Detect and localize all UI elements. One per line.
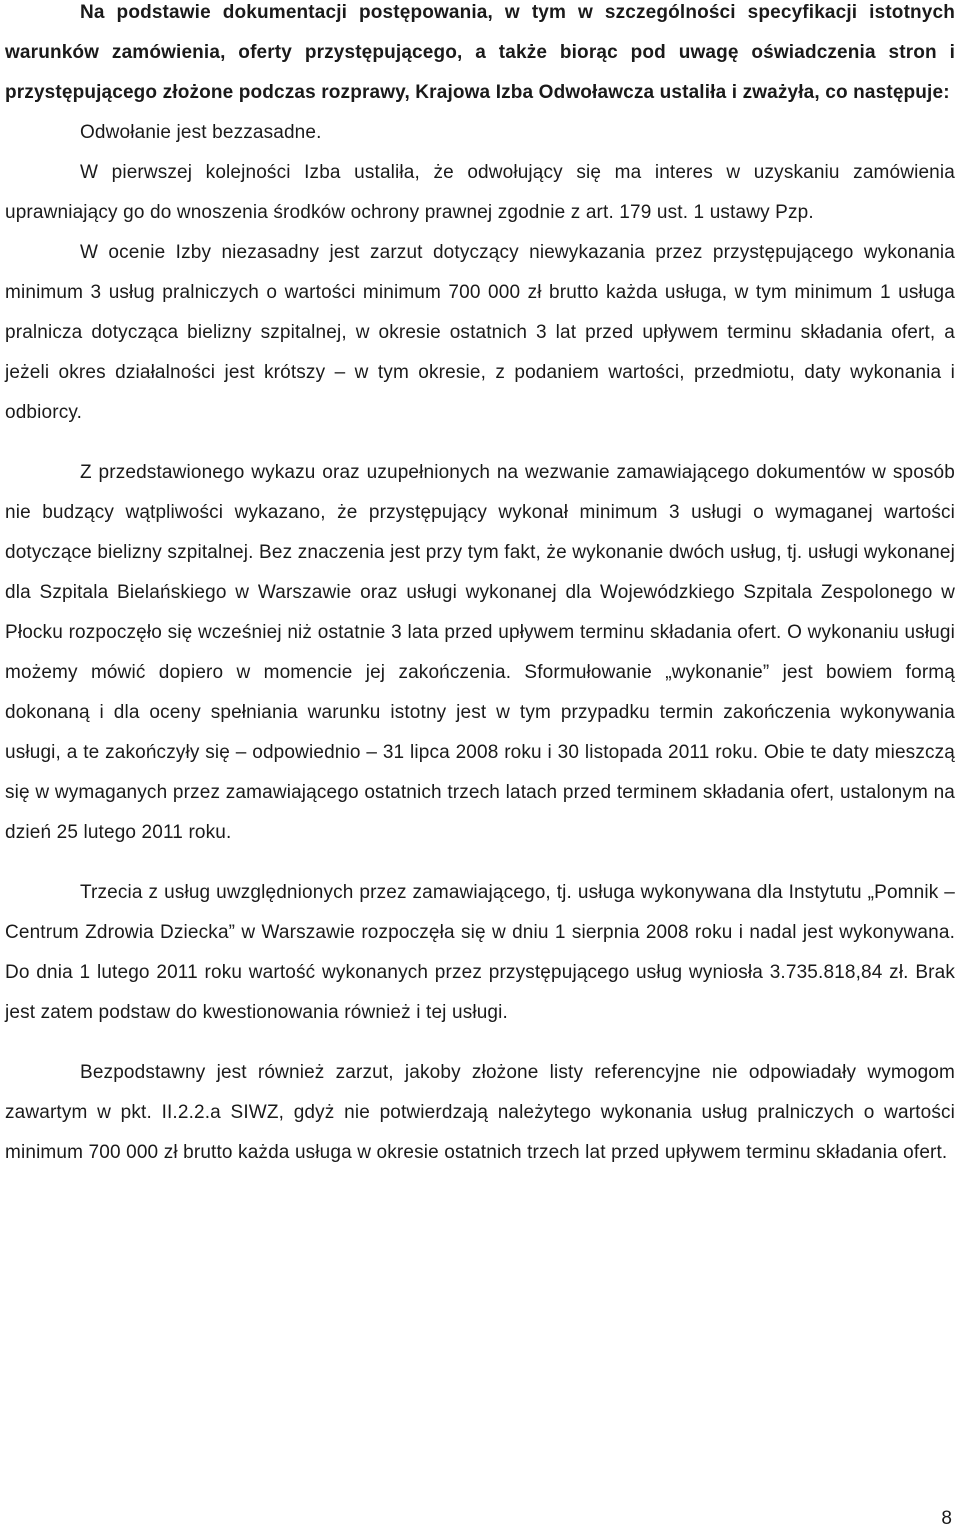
references-paragraph: Bezpodstawny jest również zarzut, jakoby złożone listy referencyjne nie odpowiadały wymogom zawartym w pkt. II.2.2.a SIWZ, gdyż nie potwierdzają należytego wykonania usług pralniczych o wartości minimum 700 000 zł brutto każda usługa w okresie ostatnich trzech lat przed upływem terminu składania ofert. [5, 1062, 955, 1163]
page-number: 8 [941, 1508, 952, 1529]
evidence-paragraph: Z przedstawionego wykazu oraz uzupełnionych na wezwanie zamawiającego dokumentów w sposób nie budzący wątpliwości wykazano, że przystępujący wykonał minimum 3 usługi o wymaganej wartości dotyczące bielizny szpitalnej. Bez znaczenia jest przy tym fakt, że wykonanie dwóch usług, tj. usługi wykonanej dla Szpitala Bielańskiego w Warszawie oraz usługi wykonanej dla Wojewódzkiego Szpitala Zespolonego w Płocku rozpoczęło się wcześniej niż ostatnie 3 lata przed upływem terminu składania ofert. O wykonaniu usługi możemy mówić dopiero w momencie jej zakończenia. Sformułowanie „wykonanie” jest bowiem formą dokonaną i dla oceny spełniania warunku istotny jest w tym przypadku termin zakończenia wykonywania usługi, a te zakończyły się – odpowiednio – 31 lipca 2008 roku i 30 listopada 2011 roku. Obie te daty mieszczą się w wymaganych przez zamawiającego ostatnich trzech latach przed terminem składania ofert, ustalonym na dzień 25 lutego 2011 roku. [5, 462, 955, 843]
verdict-paragraph: Odwołanie jest bezzasadne. [80, 122, 322, 143]
interest-paragraph: W pierwszej kolejności Izba ustaliła, że odwołujący się ma interes w uzyskaniu zamówienia uprawniający go do wnoszenia środków ochrony prawnej zgodnie z art. 179 ust. 1 ustawy Pzp. [5, 162, 955, 223]
document-page [5, 0, 955, 1173]
assessment-paragraph: W ocenie Izby niezasadny jest zarzut dotyczący niewykazania przez przystępującego wykonania minimum 3 usług pralniczych o wartości minimum 700 000 zł brutto każda usługa, w tym minimum 1 usługa pralnicza dotycząca bielizny szpitalnej, w okresie ostatnich 3 lat przed upływem terminu składania ofert, a jeżeli okres działalności jest krótszy – w tym okresie, z podaniem wartości, przedmiotu, daty wykonania i odbiorcy. [5, 242, 955, 423]
third-service-paragraph: Trzecia z usług uwzględnionych przez zamawiającego, tj. usługa wykonywana dla Instytutu „Pomnik – Centrum Zdrowia Dziecka” w Warszawie rozpoczęła się w dniu 1 sierpnia 2008 roku i nadal jest wykonywana. Do dnia 1 lutego 2011 roku wartość wykonanych przez przystępującego usług wyniosła 3.735.818,84 zł. Brak jest zatem podstaw do kwestionowania również i tej usługi. [5, 882, 955, 1023]
intro-paragraph: Na podstawie dokumentacji postępowania, w tym w szczególności specyfikacji istotnych warunków zamówienia, oferty przystępującego, a także biorąc pod uwagę oświadczenia stron i przystępującego złożone podczas rozprawy, Krajowa Izba Odwoławcza ustaliła i zważyła, co następuje: [5, 2, 955, 103]
